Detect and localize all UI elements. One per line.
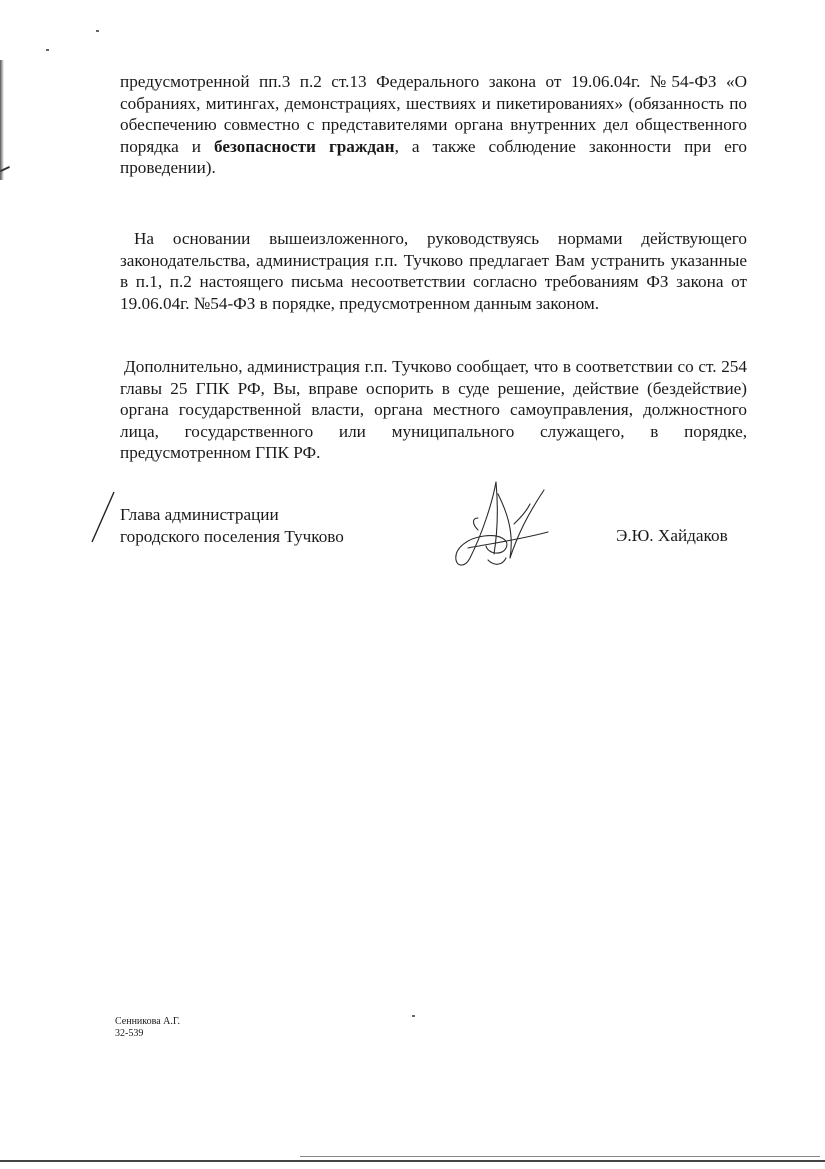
handwritten-signature [448,474,558,574]
executor-phone: 32-539 [115,1028,144,1039]
executor-name: Сенникова А.Г. [115,1016,181,1027]
scan-bottom-artifact [0,1152,825,1169]
position-line: Глава администрации [120,505,279,524]
scan-dot [46,49,49,51]
position-line: городского поселения Тучково [120,527,344,546]
paragraph-legal-basis [120,71,747,179]
paragraph-appeal-rights [120,356,747,464]
scan-dot [96,30,99,32]
executor-note [115,1016,180,1040]
paragraph-text: предусмотренной пп.3 п.2 ст.13 Федерального закона от 19.06.04г. №54-ФЗ «О собраниях, митингах, демонстрациях, шествиях и пикетированиях» (обязанность по обеспечению совместно с представителями органа внутренних дел общественного порядка и [120,72,747,156]
paragraph-request [120,228,747,314]
signatory-position [120,504,344,548]
signatory-name: Э.Ю. Хайдаков [616,526,728,545]
scan-dot [412,1015,415,1017]
paragraph-text: На основании вышеизложенного, руководствуясь нормами действующего законодательства, администрация г.п. Тучково предлагает Вам устранить указанные в п.1, п.2 настоящего письма несоответствии согласно требованиям ФЗ закона от 19.06.04г. №54-ФЗ в порядке, предусмотренном данным законом. [120,229,747,313]
slash-mark-icon [88,490,118,546]
paragraph-text: , а также соблюдение законности при его проведении). [120,136,748,178]
paragraph-text: Дополнительно, администрация г.п. Тучково сообщает, что в соответствии со ст. 254 главы 25 ГПК РФ, Вы, вправе оспорить в суде решение, действие (бездействие) органа государственной власти, органа местного самоуправления, должностного лица, государственного или муниципального служащего, в порядке, предусмотренном ГПК РФ. [120,357,747,463]
scan-edge-artifact [0,60,4,180]
emphasized-text: безопасности граждан [213,136,395,156]
